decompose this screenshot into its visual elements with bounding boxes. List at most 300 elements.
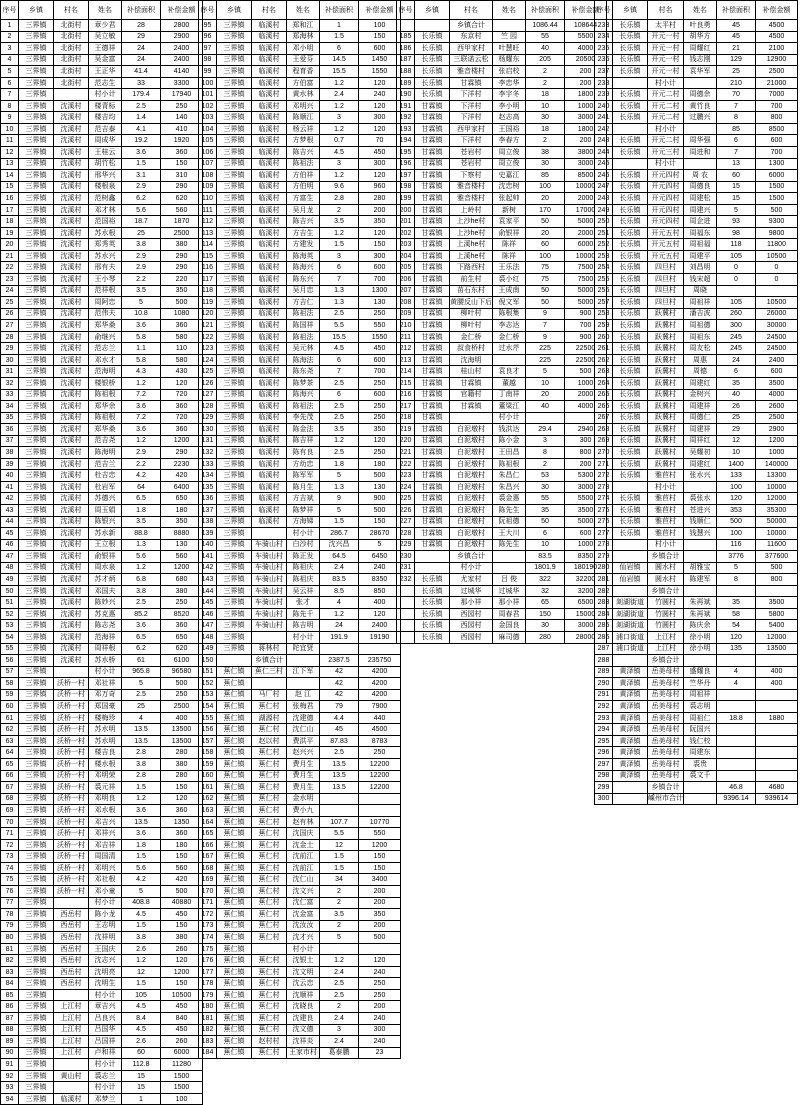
cell-amt: 500 — [756, 562, 798, 574]
cell-vil: 乡镇合计 — [450, 551, 493, 563]
cell-town: 甘霖镇 — [415, 401, 450, 413]
cell-seq: 295 — [595, 735, 613, 747]
cell-name: 苏德兴 — [89, 493, 122, 505]
cell-vil: 下察村 — [450, 170, 493, 182]
cell-amt: 10770 — [359, 816, 401, 828]
cell-area: 2 — [320, 920, 359, 932]
cell-name: 金国良 — [493, 620, 526, 632]
cell-amt: 6000 — [565, 239, 607, 251]
table-row — [595, 43, 798, 55]
table-row — [1, 620, 203, 632]
table-row — [199, 424, 401, 436]
cell-amt: 5400 — [756, 620, 798, 632]
cell-vil: 沃桥一村 — [54, 851, 89, 863]
cell-town: 黄泽镇 — [613, 735, 648, 747]
cell-amt: 8880 — [161, 528, 203, 540]
cell-amt: 22500 — [565, 354, 607, 366]
table-row — [199, 643, 401, 655]
cell-vil: 沃桥一村 — [54, 793, 89, 805]
cell-area: 4 — [717, 666, 756, 678]
table-row — [595, 631, 798, 643]
cell-town: 浦口街道 — [613, 643, 648, 655]
cell-vil — [54, 897, 89, 909]
cell-seq: 280 — [595, 562, 613, 574]
cell-seq: 69 — [1, 805, 19, 817]
table-row — [595, 297, 798, 309]
cell-vil: 白泥墩村 — [450, 481, 493, 493]
cell-area: 1.2 — [320, 123, 359, 135]
cell-seq: 106 — [199, 147, 217, 159]
cell-amt: 100 — [161, 1093, 203, 1105]
cell-town: 三界镇 — [217, 401, 252, 413]
cell-vil: 上岭村 — [450, 204, 493, 216]
cell-name: 周晓 — [684, 285, 717, 297]
cell-town: 长乐镇 — [613, 250, 648, 262]
table-row — [1, 759, 203, 771]
cell-vil: 雅苣村 — [648, 528, 684, 540]
cell-seq: 242 — [595, 123, 613, 135]
cell-seq: 178 — [199, 978, 217, 990]
cell-town: 甘霖镇 — [415, 250, 450, 262]
cell-area: 1 — [320, 20, 359, 32]
table-row — [595, 204, 798, 216]
cell-seq: 67 — [1, 782, 19, 794]
cell-name: 裘元祥 — [89, 782, 122, 794]
cell-area: 3.6 — [122, 147, 161, 159]
cell-amt: 120 — [359, 123, 401, 135]
cell-name: 王小琴 — [89, 274, 122, 286]
cell-vil: 沈溪村 — [54, 285, 89, 297]
cell-area: 0.7 — [320, 135, 359, 147]
cell-amt: 250 — [161, 100, 203, 112]
cell-vil: 沈溪村 — [54, 147, 89, 159]
table-row — [397, 412, 607, 424]
cell-area: 85 — [717, 123, 756, 135]
cell-amt: 350 — [359, 909, 401, 921]
cell-vil: 临溪村 — [252, 170, 287, 182]
table-row — [1, 839, 203, 851]
cell-area: 83.5 — [526, 551, 565, 563]
cell-town: 三界镇 — [19, 886, 54, 898]
cell-vil: 开元一村 — [648, 31, 684, 43]
table-row — [397, 262, 607, 274]
cell-vil: 白泥墩村 — [450, 447, 493, 459]
cell-amt: 10000 — [565, 181, 607, 193]
cell-vil: 西甲家村 — [450, 43, 493, 55]
cell-town: 剡湖街道 — [613, 620, 648, 632]
cell-area: 42 — [320, 689, 359, 701]
cell-area: 35 — [717, 377, 756, 389]
cell-vil: 白泥墩村 — [450, 504, 493, 516]
cell-area: 5 — [320, 470, 359, 482]
cell-amt: 12900 — [756, 54, 798, 66]
cell-amt: 800 — [756, 574, 798, 586]
cell-amt: 550 — [359, 320, 401, 332]
table-row — [1, 31, 203, 43]
cell-amt: 30000 — [756, 320, 798, 332]
cell-vil: 雅苣村 — [648, 516, 684, 528]
cell-town: 三界镇 — [19, 193, 54, 205]
cell-vil: 沈溪村 — [54, 458, 89, 470]
cell-vil: 岳美母村 — [648, 712, 684, 724]
cell-name: 沈文明 — [287, 966, 320, 978]
cell-vil: 沈溪村 — [54, 389, 89, 401]
cell-area: 7 — [320, 274, 359, 286]
cell-name: 周玉娟 — [89, 504, 122, 516]
cell-town: 三界镇 — [19, 839, 54, 851]
cell-area: 2 — [526, 77, 565, 89]
cell-area: 8 — [717, 112, 756, 124]
cell-seq: 138 — [199, 516, 217, 528]
cell-town: 三界镇 — [19, 1070, 54, 1082]
cell-name: 陈军军 — [287, 470, 320, 482]
cell-seq: 236 — [595, 54, 613, 66]
cell-vil: 沈溪村 — [54, 643, 89, 655]
table-row — [1, 1013, 203, 1025]
cell-town: 三界镇 — [217, 458, 252, 470]
cell-area: 150 — [526, 608, 565, 620]
table-row — [1, 77, 203, 89]
cell-name: 杨耀东 — [493, 54, 526, 66]
cell-town: 三界镇 — [19, 77, 54, 89]
cell-seq: 216 — [397, 389, 415, 401]
cell-seq: 275 — [595, 504, 613, 516]
cell-name: 周友松 — [684, 343, 717, 355]
cell-area: 53 — [526, 470, 565, 482]
cell-seq: 16 — [1, 193, 19, 205]
cell-area: 3 — [526, 435, 565, 447]
cell-seq: 41 — [1, 481, 19, 493]
cell-area: 1.2 — [122, 562, 161, 574]
cell-vil: 下洋村 — [450, 89, 493, 101]
cell-town: 三界镇 — [217, 389, 252, 401]
cell-seq: 208 — [397, 297, 415, 309]
cell-town: 长乐镇 — [415, 608, 450, 620]
cell-amt: 450 — [161, 1001, 203, 1013]
table-row — [595, 458, 798, 470]
table-row — [199, 678, 401, 690]
cell-amt: 70 — [359, 135, 401, 147]
table-row — [199, 504, 401, 516]
cell-vil: 临溪村 — [54, 1093, 89, 1105]
cell-seq: 194 — [397, 135, 415, 147]
cell-town: 长乐镇 — [613, 227, 648, 239]
cell-name: 新树 — [493, 204, 526, 216]
cell-vil: 乡镇合计 — [648, 782, 684, 794]
cell-name: 沈建良 — [287, 1013, 320, 1025]
cell-seq — [397, 608, 415, 620]
table-row — [595, 516, 798, 528]
cell-name: 黄竹良 — [684, 100, 717, 112]
cell-amt: 100 — [359, 20, 401, 32]
cell-area: 5.5 — [320, 828, 359, 840]
cell-seq: 206 — [397, 274, 415, 286]
cell-town: 三界镇 — [217, 343, 252, 355]
cell-town: 三界镇 — [217, 262, 252, 274]
cell-vil: 沈溪村 — [54, 470, 89, 482]
cell-seq: 171 — [199, 897, 217, 909]
cell-town: 蕉仁镇 — [217, 862, 252, 874]
cell-town: 三界镇 — [217, 89, 252, 101]
cell-name: 邢华兴 — [89, 170, 122, 182]
cell-amt: 2000 — [565, 227, 607, 239]
table-row — [595, 227, 798, 239]
table-row — [1, 320, 203, 332]
cell-area: 42 — [320, 678, 359, 690]
cell-town: 三界镇 — [19, 759, 54, 771]
cell-seq: 25 — [1, 297, 19, 309]
cell-vil: 尤家村 — [450, 574, 493, 586]
table-row — [595, 239, 798, 251]
cell-town: 三界镇 — [19, 239, 54, 251]
cell-town: 三界镇 — [19, 1093, 54, 1105]
cell-area: 6 — [320, 354, 359, 366]
cell-name: 吴立敏 — [89, 31, 122, 43]
cell-town: 长乐镇 — [415, 77, 450, 89]
table-row — [595, 585, 798, 597]
cell-town: 三界镇 — [217, 631, 252, 643]
cell-seq: 287 — [595, 643, 613, 655]
cell-area: 45 — [717, 20, 756, 32]
cell-name: 周企进 — [684, 216, 717, 228]
cell-seq: 17 — [1, 204, 19, 216]
cell-vil: 开元四村 — [648, 193, 684, 205]
table-row — [199, 862, 401, 874]
cell-town: 蕉仁镇 — [217, 1047, 252, 1059]
cell-seq: 254 — [595, 262, 613, 274]
cell-vil: 跃冀村 — [648, 458, 684, 470]
table-row — [199, 1013, 401, 1025]
cell-seq: 209 — [397, 308, 415, 320]
cell-vil: 岳美母村 — [648, 759, 684, 771]
cell-town: 浦口街道 — [613, 631, 648, 643]
cell-town: 三界镇 — [19, 424, 54, 436]
cell-seq: 47 — [1, 551, 19, 563]
cell-name: 吕国华 — [89, 1024, 122, 1036]
table-row — [595, 401, 798, 413]
cell-seq: 102 — [199, 100, 217, 112]
table-row — [199, 978, 401, 990]
cell-vil: 白泥墩村 — [450, 435, 493, 447]
cell-amt: 250 — [359, 401, 401, 413]
cell-vil: 柳叶村 — [450, 320, 493, 332]
cell-town: 长乐镇 — [613, 135, 648, 147]
cell-town: 三界镇 — [217, 608, 252, 620]
cell-vil: 蕉仁村 — [252, 1001, 287, 1013]
cell-seq: 229 — [397, 539, 415, 551]
cell-town: 三界镇 — [19, 551, 54, 563]
cell-town: 三界镇 — [217, 274, 252, 286]
cell-town: 三界镇 — [19, 1036, 54, 1048]
cell-area: 5.6 — [122, 551, 161, 563]
cell-amt: 250 — [161, 597, 203, 609]
cell-town: 长乐镇 — [613, 343, 648, 355]
cell-amt: 3500 — [756, 597, 798, 609]
cell-name: 王桂云 — [89, 147, 122, 159]
cell-amt: 290 — [161, 250, 203, 262]
cell-area: 3.6 — [122, 805, 161, 817]
cell-area: 2.9 — [122, 250, 161, 262]
cell-amt: 11280 — [161, 1059, 203, 1071]
cell-vil: 沈溪村 — [54, 331, 89, 343]
cell-amt: 200 — [359, 920, 401, 932]
table-row — [595, 31, 798, 43]
cell-area — [320, 643, 359, 655]
cell-vil: 沈溪村 — [54, 366, 89, 378]
cell-amt: 1200 — [161, 435, 203, 447]
cell-vil: 嵊州市合计 — [648, 793, 684, 805]
table-row — [199, 331, 401, 343]
cell-town: 三界镇 — [19, 724, 54, 736]
cell-seq: 132 — [199, 447, 217, 459]
cell-area: 2 — [320, 897, 359, 909]
cell-area: 60 — [122, 1047, 161, 1059]
cell-amt: 450 — [161, 1024, 203, 1036]
cell-amt: 120 — [161, 793, 203, 805]
table-row — [199, 77, 401, 89]
cell-town: 甘霖镇 — [415, 297, 450, 309]
cell-vil: 临溪村 — [252, 181, 287, 193]
cell-name: 史嘉江 — [493, 170, 526, 182]
cell-name: 陈海法 — [287, 354, 320, 366]
cell-area: 5.8 — [122, 354, 161, 366]
cell-name: 丁南祥 — [493, 389, 526, 401]
cell-name: 周建红 — [684, 377, 717, 389]
cell-amt: 235750 — [359, 655, 401, 667]
cell-amt: 360 — [161, 805, 203, 817]
cell-town: 三界镇 — [19, 204, 54, 216]
table-row — [595, 539, 798, 551]
cell-town: 甘霖镇 — [415, 123, 450, 135]
cell-area: 1 — [122, 1093, 161, 1105]
cell-name: 邓社祥 — [89, 678, 122, 690]
cell-vil: 岳美母村 — [648, 678, 684, 690]
cell-name: 俞继兴 — [89, 331, 122, 343]
table-row — [199, 20, 401, 32]
cell-area: 50 — [526, 297, 565, 309]
cell-vil: 圆水村 — [648, 574, 684, 586]
cell-name: 过城华 — [493, 585, 526, 597]
cell-seq: 290 — [595, 678, 613, 690]
cell-area: 13.5 — [122, 724, 161, 736]
cell-area: 4.5 — [122, 909, 161, 921]
cell-vil — [252, 528, 287, 540]
cell-vil: 北街村 — [54, 54, 89, 66]
table-row — [199, 100, 401, 112]
cell-name — [493, 354, 526, 366]
table-row — [595, 470, 798, 482]
cell-town — [415, 551, 450, 563]
cell-area: 105 — [122, 989, 161, 1001]
table-row — [199, 539, 401, 551]
table-row — [1, 308, 203, 320]
cell-seq: 193 — [397, 123, 415, 135]
cell-area: 85 — [526, 170, 565, 182]
cell-seq: 199 — [397, 193, 415, 205]
cell-name: 吕 俊 — [493, 574, 526, 586]
cell-vil: 桂山村 — [450, 366, 493, 378]
cell-town: 剡湖街道 — [613, 608, 648, 620]
cell-amt: 360 — [161, 147, 203, 159]
cell-area: 15 — [717, 193, 756, 205]
cell-amt: 250 — [359, 412, 401, 424]
cell-name: 陈顺江 — [287, 112, 320, 124]
cell-seq: 46 — [1, 539, 19, 551]
cell-area: 2.8 — [122, 770, 161, 782]
table-row — [1, 89, 203, 101]
cell-town — [613, 158, 648, 170]
cell-area: 79 — [320, 701, 359, 713]
cell-name: 李志达 — [493, 320, 526, 332]
cell-vil: 西园村 — [450, 608, 493, 620]
cell-amt: 26000 — [756, 308, 798, 320]
cell-vil: 东京村 — [450, 31, 493, 43]
cell-vil: 北街村 — [54, 31, 89, 43]
cell-seq: 78 — [1, 909, 19, 921]
cell-name: 裘志明 — [684, 701, 717, 713]
cell-amt: 450 — [359, 343, 401, 355]
cell-vil: 车骑山村 — [252, 574, 287, 586]
cell-amt: 2000 — [565, 193, 607, 205]
cell-area: 4.5 — [122, 1024, 161, 1036]
cell-amt: 2400 — [161, 43, 203, 55]
cell-seq: 111 — [199, 204, 217, 216]
cell-town: 蕉仁镇 — [217, 793, 252, 805]
cell-seq: 9 — [1, 112, 19, 124]
cell-seq: 128 — [199, 401, 217, 413]
cell-seq: 240 — [595, 100, 613, 112]
cell-name: 苏才炳 — [89, 574, 122, 586]
cell-seq: 158 — [199, 747, 217, 759]
cell-town: 蕉仁镇 — [217, 966, 252, 978]
cell-name: 周祖祥 — [684, 689, 717, 701]
cell-amt: 17940 — [161, 89, 203, 101]
cell-area: 7.2 — [122, 389, 161, 401]
cell-vil: 岳美母村 — [648, 735, 684, 747]
cell-town: 长乐镇 — [613, 89, 648, 101]
cell-amt: 400 — [756, 666, 798, 678]
cell-vil: 蕉仁村 — [252, 920, 287, 932]
cell-name: 周耀红 — [684, 43, 717, 55]
cell-seq: 176 — [199, 955, 217, 967]
cell-name: 吴金富 — [89, 54, 122, 66]
cell-town: 黄泽镇 — [613, 701, 648, 713]
cell-town: 黄泽镇 — [613, 759, 648, 771]
cell-amt: 6500 — [565, 597, 607, 609]
cell-name: 陈小金 — [493, 435, 526, 447]
table-row — [199, 389, 401, 401]
cell-seq: 227 — [397, 516, 415, 528]
cell-name: 范志生 — [89, 77, 122, 89]
cell-area: 116 — [717, 539, 756, 551]
cell-amt: 650 — [161, 493, 203, 505]
cell-vil: 下路西村 — [450, 262, 493, 274]
cell-town: 甘霖镇 — [415, 481, 450, 493]
cell-amt: 2900 — [161, 31, 203, 43]
cell-vil: 上江村 — [54, 1013, 89, 1025]
cell-area: 4.1 — [122, 123, 161, 135]
cell-town: 长乐镇 — [415, 574, 450, 586]
cell-area: 13.5 — [320, 759, 359, 771]
cell-area: 1086.44 — [526, 20, 565, 32]
cell-seq: 264 — [595, 377, 613, 389]
cell-vil: 开元二村 — [648, 100, 684, 112]
cell-town: 三界镇 — [19, 354, 54, 366]
cell-name: 陈东兴 — [287, 274, 320, 286]
cell-area: 2.5 — [320, 447, 359, 459]
cell-name: 陈建军 — [684, 574, 717, 586]
cell-town: 甘霖镇 — [415, 158, 450, 170]
